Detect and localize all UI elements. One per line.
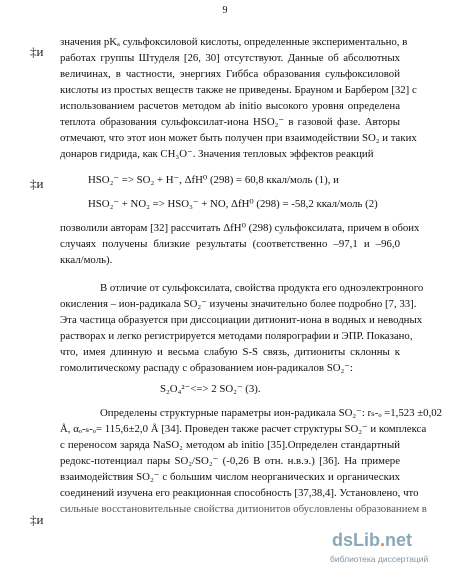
equation-3: S₂O₄²⁻<=> 2 SO₂⁻ (3). — [160, 383, 261, 395]
text-line: использованием расчетов методом ab initio высокого уровня определена — [60, 100, 400, 112]
text-line: случаях получены близкие результаты (соответственно –97,1 и –96,0 — [60, 238, 400, 250]
text-line: соединений изучена его реакционная способность [37,38,4]. Установлено, что — [60, 487, 419, 499]
text-line: Эта частица образуется при диссоциации дитионит-иона в водных и неводных — [60, 314, 423, 326]
text-line: с переносом заряда NaSO₂ методом ab initio [35].Определен стандартный — [60, 439, 400, 451]
text-line: взаимодействия SO₂⁻ с большим числом неорганических и органических — [60, 471, 400, 483]
margin-mark: ‡и — [30, 176, 44, 191]
text-line: сильные восстановительные свойства дитионитов обусловлены образованием в — [60, 503, 427, 515]
watermark — [330, 530, 450, 574]
text-line: значения pKₐ сульфоксиловой кислоты, определенные экспериментально, в — [60, 36, 408, 48]
text-line: В отличие от сульфоксилата, свойства продукта его одноэлектронного — [100, 282, 424, 294]
text-line: что, имея длинную и весьма слабую S-S связь, дитиониты склонны к — [60, 346, 400, 358]
page-number: 9 — [222, 5, 228, 16]
text-line: теплота образования сульфоксилат-иона HSO₂⁻ в газовой фазе. Авторы — [60, 116, 400, 128]
equation-2: HSO₂⁻ + NO₂ => HSO₃⁻ + NO, ΔfH⁰ (298) = -58,2 ккал/моль (2) — [88, 198, 378, 210]
equation-1: HSO₂⁻ => SO₂ + H⁻, ΔfH⁰ (298) = 60,8 ккал/моль (1), и — [88, 174, 339, 186]
text-line: величинах, в частности, энергиях Гиббса образования сульфоксиловой — [60, 68, 400, 80]
watermark-subtitle: библиотека диссертаций — [330, 554, 429, 564]
text-line: отмечают, что этот ион может быть получен при взаимодействии SO₂ и таких — [60, 132, 417, 144]
text-line: редокс-потенциал пары SO₂/SO₂⁻ (-0,26 В отн. н.в.э.) [36]. На примере — [60, 455, 400, 467]
text-line: гомолитическому распаду с образованием ион-радикалов SO₂⁻: — [60, 362, 353, 374]
text-line: кислоты из простых веществ также не приведены. Брауном и Барбером [32] с — [60, 84, 417, 96]
text-line: ккал/моль). — [60, 254, 113, 266]
text-line: Определены структурные параметры ион-радикала SO₂⁻: rₛ-ₒ =1,523 ±0,02 — [100, 407, 443, 419]
text-line: позволили авторам [32] рассчитать ΔfH⁰ (298) сульфоксилата, причем в обоих — [60, 222, 420, 234]
margin-mark: ‡и — [30, 512, 44, 527]
watermark-logo: dsLib.net — [332, 530, 413, 550]
text-line: Å, αₒ-ₛ-ₒ= 115,6±2,0 Å [34]. Проведен также расчет структуры SO₂⁻ и комплекса — [60, 423, 427, 435]
text-line: растворах и легко регистрируется методами полярографии и ЭПР. Показано, — [60, 330, 413, 342]
margin-mark: ‡и — [30, 44, 44, 59]
text-line: донаров гидрида, как CH₃O⁻. Значения тепловых эффектов реакций — [60, 148, 374, 160]
text-line: окисления – ион-радикала SO₂⁻ изучены значительно более подробно [7, 33]. — [60, 298, 417, 310]
text-line: работах группы Штуделя [26, 30] отсутствуют. Данные об абсолютных — [60, 52, 400, 64]
